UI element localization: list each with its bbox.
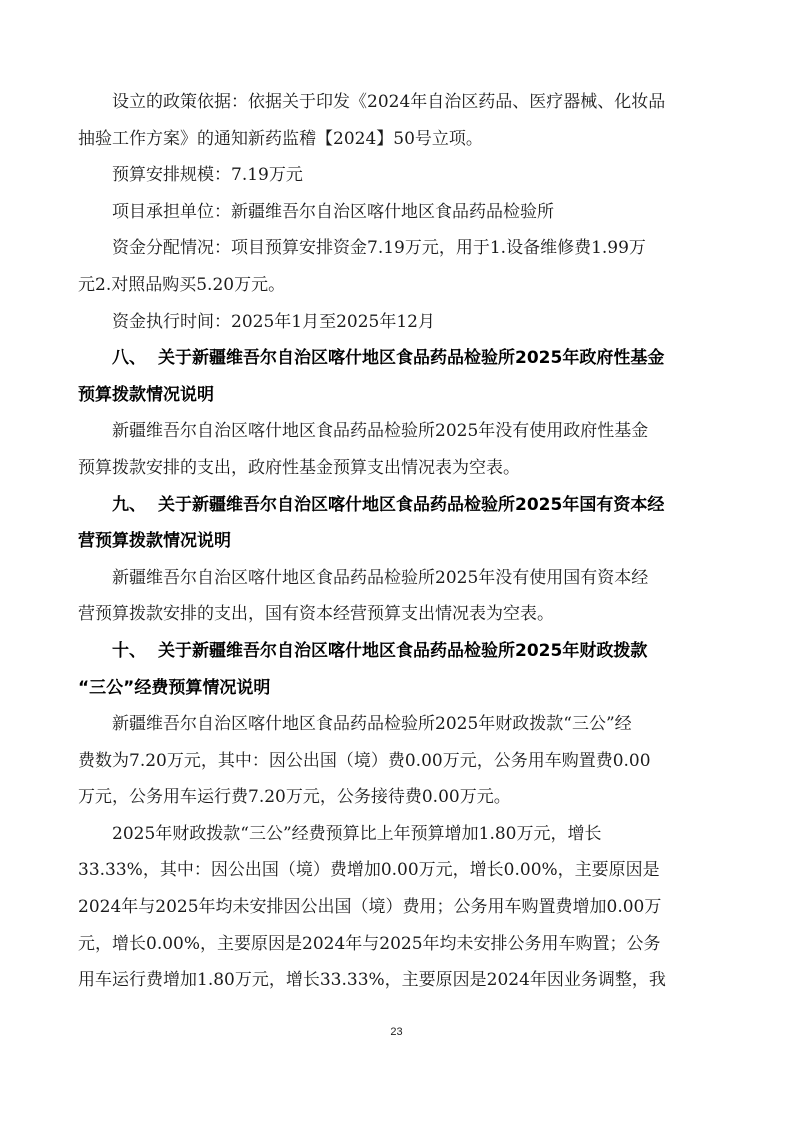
section-heading-10: 十、 关于新疆维吾尔自治区喀什地区食品药品检验所2025年财政拨款 “三公”经费预算情况说明 [78, 640, 648, 698]
paragraph-expense-comparison: 2025年财政拨款“三公”经费预算比上年预算增加1.80万元，增长 33.33%，其中：因公出国（境）费增加0.00万元，增长0.00%，主要原因是 2024年与2025年均未安排因公出国（境）费用；公务用车购置费增加0.00万 元，增长0.00%，主要原因是2024年与2025年均未安排公务用车购置；公务 用车运行费增加1.80万元，增长33.33%，主要原因是2024年因业务调整，我 [78, 823, 666, 991]
section-number: 八、 [112, 348, 146, 369]
paragraph-government-fund: 新疆维吾尔自治区喀什地区食品药品检验所2025年没有使用政府性基金 预算拨款安排的支出，政府性基金预算支出情况表为空表。 [78, 421, 649, 478]
section-heading-9: 九、 关于新疆维吾尔自治区喀什地区食品药品检验所2025年国有资本经 营预算拨款情况说明 [78, 494, 665, 552]
section-number: 十、 [112, 640, 146, 661]
document-body [78, 84, 718, 999]
paragraph-fund-allocation: 资金分配情况：项目预算安排资金7.19万元，用于1.设备维修费1.99万 元2.对照品购买5.20万元。 [78, 238, 646, 295]
paragraph-budget-scale: 预算安排规模：7.19万元 [112, 165, 303, 186]
page-number: 23 [390, 1026, 403, 1038]
section-number: 九、 [112, 494, 146, 515]
paragraph-state-capital: 新疆维吾尔自治区喀什地区食品药品检验所2025年没有使用国有资本经 营预算拨款安排的支出，国有资本经营预算支出情况表为空表。 [78, 567, 649, 625]
section-heading-8: 八、 关于新疆维吾尔自治区喀什地区食品药品检验所2025年政府性基金 预算拨款情况说明 [78, 348, 665, 405]
paragraph-execution-time: 资金执行时间：2025年1月至2025年12月 [112, 311, 435, 332]
paragraph-policy-basis: 设立的政策依据：依据关于印发《2024年自治区药品、医疗器械、化妆品 抽验工作方案》的通知新药监稽【2024】50号立项。 [78, 92, 666, 149]
paragraph-three-public-expenses: 新疆维吾尔自治区喀什地区食品药品检验所2025年财政拨款“三公”经 费数为7.20万元，其中：因公出国（境）费0.00万元，公务用车购置费0.00 万元，公务用车运行费7.20万元，公务接待费0.00万元。 [78, 714, 651, 808]
paragraph-project-unit: 项目承担单位：新疆维吾尔自治区喀什地区食品药品检验所 [112, 201, 554, 222]
